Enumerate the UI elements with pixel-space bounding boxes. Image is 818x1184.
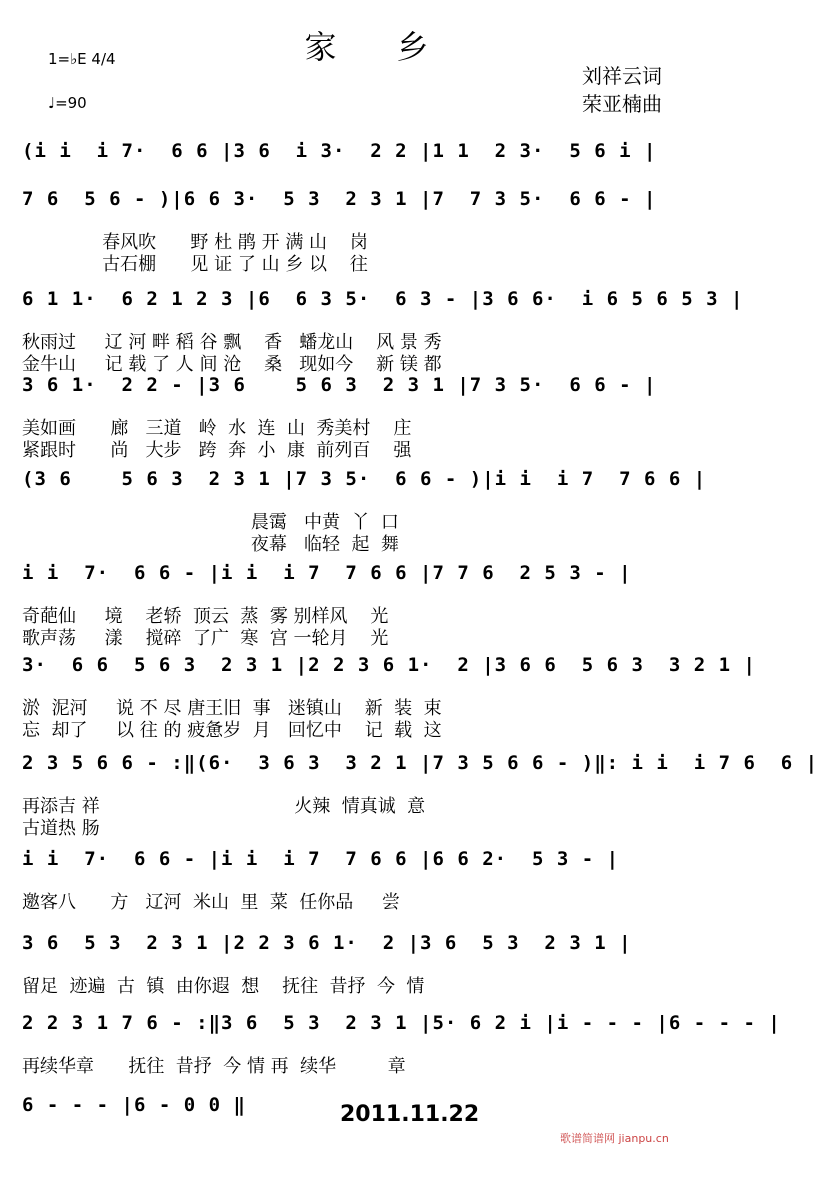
score-system — [22, 1012, 781, 1102]
lyric-line: 夜幕 临轻 起 舞 — [22, 534, 399, 555]
score-header — [0, 0, 733, 130]
notation-line: 2 2 3 1 7 6 - :‖3 6 5 3 2 3 1 |5· 6 2 i |i - - - |6 - - - | — [22, 1012, 781, 1034]
notation-line: i i 7· 6 6 - |i i i 7 7 6 6 |6 6 2· 5 3 - | — [22, 848, 620, 870]
lyric-line: 歌声荡 漾 搅碎 了广 寒 宫 一轮月 光 — [22, 628, 389, 649]
notation-line: 6 1 1· 6 2 1 2 3 |6 6 3 5· 6 3 - |3 6 6· i 6 5 6 5 3 | — [22, 288, 744, 310]
key-signature: 1=♭E 4/4 — [48, 50, 116, 68]
lyric-line: 秋雨过 辽 河 畔 稻 谷 飘 香 蟠龙山 风 景 秀 — [22, 332, 442, 353]
credits — [582, 62, 662, 118]
notation-line: 7 6 5 6 - )|6 6 3· 5 3 2 3 1 |7 7 3 5· 6 6 - | — [22, 188, 657, 210]
lyricist: 刘祥云词 — [582, 64, 662, 88]
notation-line: 3 6 5 3 2 3 1 |2 2 3 6 1· 2 |3 6 5 3 2 3 1 | — [22, 932, 632, 954]
notation-line: 6 - - - |6 - 0 0 ‖ — [22, 1094, 246, 1116]
lyric-line: 忘 却了 以 往 的 疲惫岁 月 回忆中 记 载 这 — [22, 720, 442, 741]
lyric-line: 再添吉 祥 火辣 情真诚 意 — [22, 796, 426, 817]
lyric-line: 美如画 廊 三道 岭 水 连 山 秀美村 庄 — [22, 418, 412, 439]
score-system — [22, 468, 712, 558]
lyric-line: 淤 泥河 说 不 尽 唐王旧 事 迷镇山 新 装 束 — [22, 698, 442, 719]
score-system — [22, 932, 712, 1022]
lyric-line: 金牛山 记 载 了 人 间 沧 桑 现如今 新 镁 都 — [22, 354, 442, 375]
notation-line: i i 7· 6 6 - |i i i 7 7 6 6 |7 7 6 2 5 3 - | — [22, 562, 632, 584]
lyric-line: 留足 迹遍 古 镇 由你遐 想 抚往 昔抒 今 情 — [22, 976, 425, 997]
score-system — [22, 188, 712, 278]
composer: 荣亚楠曲 — [582, 92, 662, 116]
score-system — [22, 562, 712, 652]
score-system — [22, 374, 712, 464]
notation-line: 2 3 5 6 6 - :‖(6· 3 6 3 3 2 1 |7 3 5 6 6 - )‖: i i i 7 6 6 | — [22, 752, 818, 774]
date: 2011.11.22 — [340, 1102, 480, 1127]
score-system — [22, 848, 712, 938]
lyric-line: 春风吹 野 杜 鹃 开 满 山 岗 — [22, 232, 368, 253]
watermark: 歌谱简谱网 jianpu.cn — [560, 1132, 669, 1145]
lyric-line: 奇葩仙 境 老轿 顶云 蒸 雾 别样风 光 — [22, 606, 389, 627]
lyric-line: 古石棚 见 证 了 山 乡 以 往 — [22, 254, 368, 275]
score-system — [22, 654, 756, 744]
lyric-line: 邀客八 方 辽河 米山 里 菜 任你品 尝 — [22, 892, 400, 913]
notation-line: (3 6 5 6 3 2 3 1 |7 3 5· 6 6 - )|i i i 7 7 6 6 | — [22, 468, 707, 490]
tempo-marking: ♩=90 — [48, 94, 87, 112]
notation-line: (i i i 7· 6 6 |3 6 i 3· 2 2 |1 1 2 3· 5 6 i | — [22, 140, 657, 162]
lyric-line: 古道热 肠 — [22, 818, 100, 839]
score-system — [22, 752, 818, 842]
lyric-line: 晨霭 中黄 丫 口 — [22, 512, 399, 533]
notation-line: 3· 6 6 5 6 3 2 3 1 |2 2 3 6 1· 2 |3 6 6 5 6 3 3 2 1 | — [22, 654, 756, 676]
score-system — [22, 288, 744, 378]
lyric-line: 再续华章 抚往 昔抒 今 情 再 续华 章 — [22, 1056, 406, 1077]
song-title: 家乡 — [304, 28, 489, 66]
lyric-line: 紧跟时 尚 大步 跨 奔 小 康 前列百 强 — [22, 440, 412, 461]
notation-line: 3 6 1· 2 2 - |3 6 5 6 3 2 3 1 |7 3 5· 6 6 - | — [22, 374, 657, 396]
